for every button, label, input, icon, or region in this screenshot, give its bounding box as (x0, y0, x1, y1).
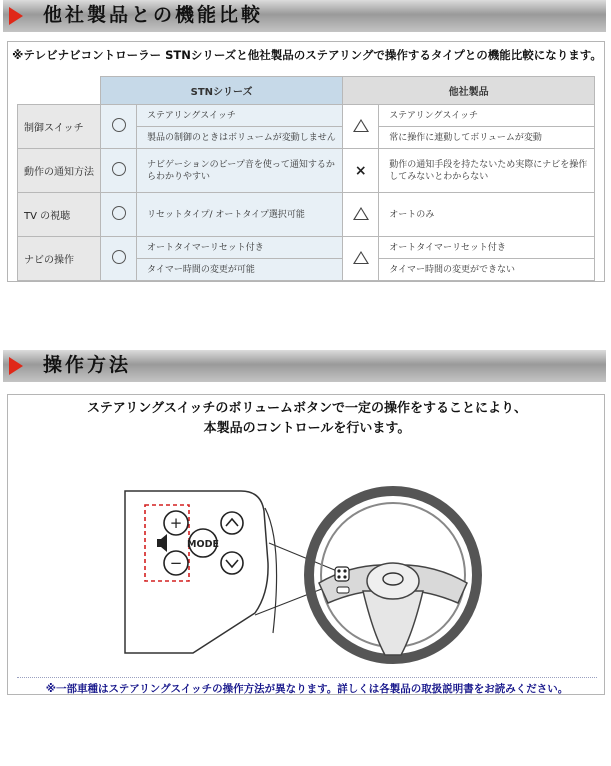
lead-line-1: ステアリングスイッチのボリュームボタンで一定の操作をすることにより、 (87, 401, 527, 416)
other-desc-text: 動作の通知手段を持たないため実際にナビを操作 してみないとわからない (389, 159, 588, 182)
stn-symbol (101, 149, 137, 193)
stn-desc: 製品の制御のときはボリュームが変動しません (137, 127, 343, 149)
stn-desc: ステアリングスイッチ (137, 105, 343, 127)
stn-desc: リセットタイプ/ オートタイプ選択可能 (137, 193, 343, 237)
other-symbol (343, 237, 379, 281)
down-button (221, 552, 243, 574)
comparison-intro: ※テレビナビコントローラー STNシリーズと他社製品のステアリングで操作するタイプとの機能比較になります。 (12, 48, 602, 62)
operation-note: ※一部車種はステアリングスイッチの操作方法が異なります。詳しくは各製品の取扱説明書をお読みください。 (45, 683, 569, 695)
other-desc (379, 149, 595, 193)
row-label: 動作の通知方法 (18, 149, 101, 193)
steering-wheel-icon (309, 491, 477, 659)
divider (17, 677, 597, 678)
other-desc: オートタイマーリセット付き (379, 237, 595, 259)
column-header-other: 他社製品 (343, 77, 595, 105)
other-symbol (343, 149, 379, 193)
triangle-icon (353, 119, 369, 132)
stn-desc (137, 149, 343, 193)
row-label: ナビの操作 (18, 237, 101, 281)
stn-symbol (101, 193, 137, 237)
stn-desc: オートタイマーリセット付き (137, 237, 343, 259)
triangle-icon (353, 251, 369, 264)
lead-line-2: 本製品のコントロールを行います。 (203, 421, 411, 436)
plus-label: + (169, 514, 183, 532)
column-header-stn: STNシリーズ (101, 77, 343, 105)
section-title: 操作方法 (43, 354, 132, 376)
stn-symbol (101, 105, 137, 149)
circle-icon (112, 206, 126, 220)
circle-icon (112, 162, 126, 176)
comparison-table (17, 76, 595, 281)
other-desc: 常に操作に連動してボリュームが変動 (379, 127, 595, 149)
section-title: 他社製品との機能比較 (43, 4, 264, 26)
triangle-icon (353, 207, 369, 220)
circle-icon (112, 250, 126, 264)
row-label: 制御スイッチ (18, 105, 101, 149)
steering-switch-illustration (123, 483, 493, 668)
cross-icon: × (354, 162, 367, 179)
other-desc: オートのみ (379, 193, 595, 237)
minus-label: − (169, 554, 183, 572)
other-symbol (343, 193, 379, 237)
section-header-comparison (3, 0, 606, 32)
triangle-marker-icon (9, 7, 23, 25)
stn-symbol (101, 237, 137, 281)
operation-lead (8, 399, 606, 439)
stn-desc-text: ナビゲーションのビープ音を使って通知するか らわかりやすい (147, 159, 335, 182)
up-button (221, 512, 243, 534)
mode-label: MODE (187, 539, 219, 550)
row-label: TV の視聴 (18, 193, 101, 237)
circle-icon (112, 118, 126, 132)
other-desc: ステアリングスイッチ (379, 105, 595, 127)
switch-closeup (125, 491, 277, 653)
operation-panel (7, 394, 605, 695)
stn-desc: タイマー時間の変更が可能 (137, 259, 343, 281)
comparison-panel (7, 41, 605, 282)
other-symbol (343, 105, 379, 149)
section-header-operation (3, 350, 606, 382)
triangle-marker-icon (9, 357, 23, 375)
other-desc: タイマー時間の変更ができない (379, 259, 595, 281)
